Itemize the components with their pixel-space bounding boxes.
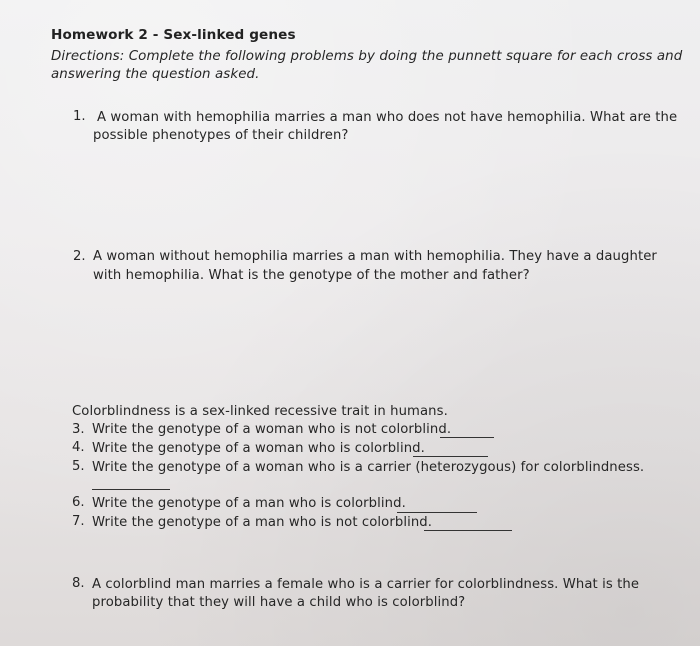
question-4-number: 4. [72,440,85,455]
question-7-answer-blank[interactable] [424,530,512,531]
question-7-text: Write the genotype of a man who is not colorblind. [92,515,433,530]
question-4-answer-blank[interactable] [413,456,488,457]
question-3-answer-blank[interactable] [440,437,494,438]
question-3-text: Write the genotype of a woman who is not colorblind. [92,422,452,437]
question-5-text: Write the genotype of a woman who is a carrier (heterozygous) for colorblindness. [92,460,645,475]
colorblind-intro: Colorblindness is a sex-linked recessive trait in humans. [72,404,448,419]
question-7-number: 7. [72,514,85,529]
question-8-number: 8. [72,576,85,591]
directions-line-2: answering the question asked. [51,67,260,82]
question-8-text-line-2: probability that they will have a child who is colorblind? [92,595,466,610]
question-5-number: 5. [72,459,85,474]
question-6-text: Write the genotype of a man who is colorblind. [92,496,406,511]
question-1-text-line-1: A woman with hemophilia marries a man who does not have hemophilia. What are the [97,110,678,125]
question-1-number: 1. [73,109,86,124]
question-2-number: 2. [73,249,86,264]
question-2-text-line-2: with hemophilia. What is the genotype of the mother and father? [93,268,530,283]
question-8-text-line-1: A colorblind man marries a female who is a carrier for colorblindness. What is the [92,577,640,592]
directions-line-1: Directions: Complete the following problems by doing the punnett square for each cross and [51,49,683,64]
question-3-number: 3. [72,422,85,437]
question-5-answer-blank[interactable] [92,489,170,490]
question-6-answer-blank[interactable] [397,512,477,513]
page-title: Homework 2 - Sex-linked genes [51,27,296,43]
question-1-text-line-2: possible phenotypes of their children? [93,128,349,143]
question-2-text-line-1: A woman without hemophilia marries a man with hemophilia. They have a daughter [93,249,657,264]
question-6-number: 6. [72,495,85,510]
question-4-text: Write the genotype of a woman who is colorblind. [92,441,425,456]
